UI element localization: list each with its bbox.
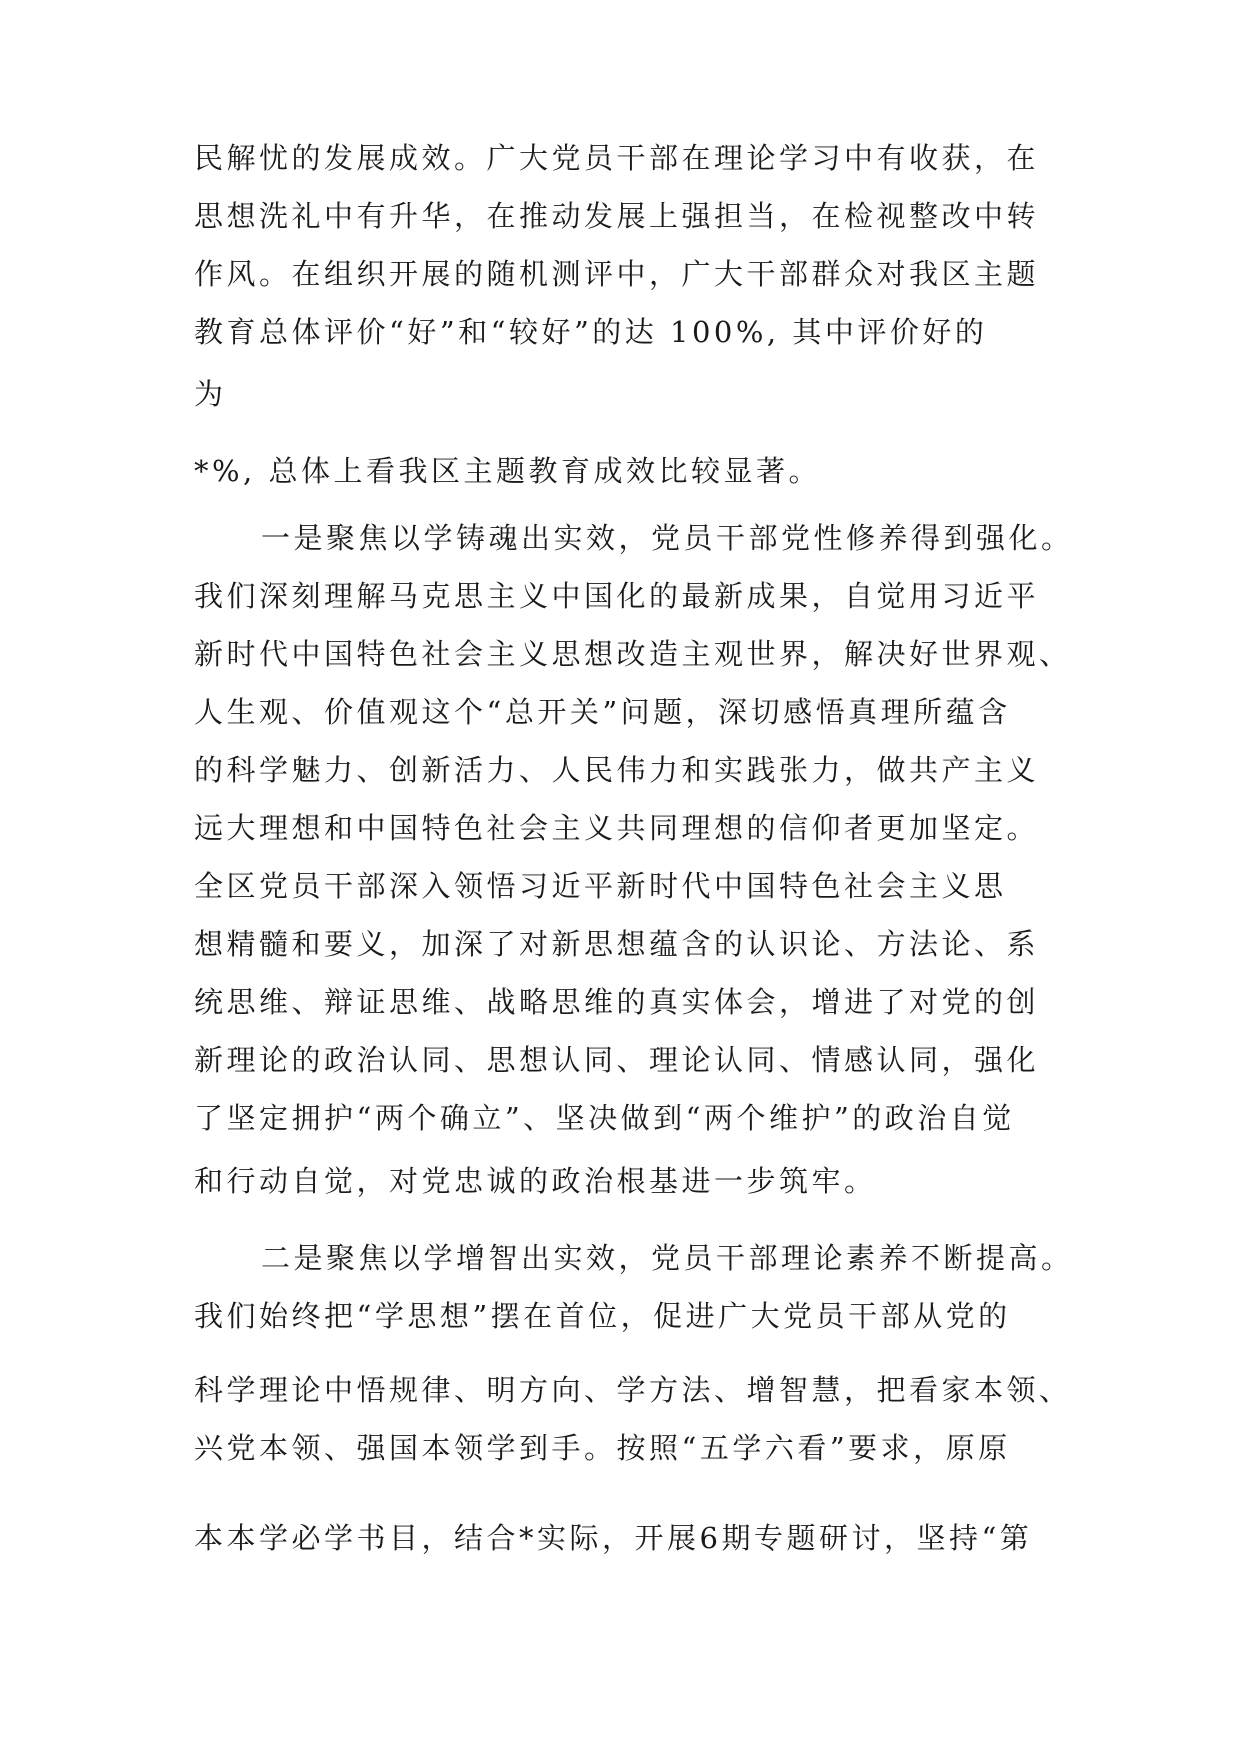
text-line-2: 思想洗礼中有升华，在推动发展上强担当，在检视整改中转 [194,199,1040,233]
paragraph-1-line-7: 全区党员干部深入领悟习近平新时代中国特色社会主义思 [194,869,1007,903]
paragraph-1-line-10: 新理论的政治认同、思想认同、理论认同、情感认同，强化 [194,1043,1040,1077]
text-line-1: 民解忧的发展成效。广大党员干部在理论学习中有收获，在 [194,141,1040,175]
paragraph-1-line-3: 新时代中国特色社会主义思想改造主观世界，解决好世界观、 [194,637,1072,671]
paragraph-1-line-4: 人生观、价值观这个“总开关”问题，深切感悟真理所蕴含 [194,695,1011,729]
paragraph-2-line-3: 科学理论中悟规律、明方向、学方法、增智慧，把看家本领、 [194,1373,1072,1407]
paragraph-1-line-1: 一是聚焦以学铸魂出实效，党员干部党性修养得到强化。 [261,521,1074,555]
paragraph-1-line-2: 我们深刻理解马克思主义中国化的最新成果，自觉用习近平 [194,579,1040,613]
paragraph-1-line-9: 统思维、辩证思维、战略思维的真实体会，增进了对党的创 [194,985,1040,1019]
paragraph-2-line-4: 兴党本领、强国本领学到手。按照“五学六看”要求，原原 [194,1431,1011,1465]
paragraph-1-line-5: 的科学魅力、创新活力、人民伟力和实践张力，做共产主义 [194,753,1040,787]
text-line-3: 作风。在组织开展的随机测评中，广大干部群众对我区主题 [194,257,1040,291]
text-line-5: 为 [194,377,227,411]
paragraph-1-line-11: 了坚定拥护“两个确立”、坚决做到“两个维护”的政治自觉 [194,1101,1015,1135]
paragraph-2-line-5: 本本学必学书目，结合*实际，开展6期专题研讨，坚持“第 [194,1521,1033,1555]
text-line-4: 教育总体评价“好”和“较好”的达 100%, 其中评价好的 [194,315,988,349]
paragraph-1-line-6: 远大理想和中国特色社会主义共同理想的信仰者更加坚定。 [194,811,1040,845]
paragraph-1-line-8: 想精髓和要义，加深了对新思想蕴含的认识论、方法论、系 [194,927,1040,961]
text-line-6: *%, 总体上看我区主题教育成效比较显著。 [194,454,821,488]
paragraph-2-line-2: 我们始终把“学思想”摆在首位，促进广大党员干部从党的 [194,1299,1011,1333]
paragraph-1-line-12: 和行动自觉，对党忠诚的政治根基进一步筑牢。 [194,1164,877,1198]
paragraph-2-line-1: 二是聚焦以学增智出实效，党员干部理论素养不断提高。 [261,1241,1074,1275]
